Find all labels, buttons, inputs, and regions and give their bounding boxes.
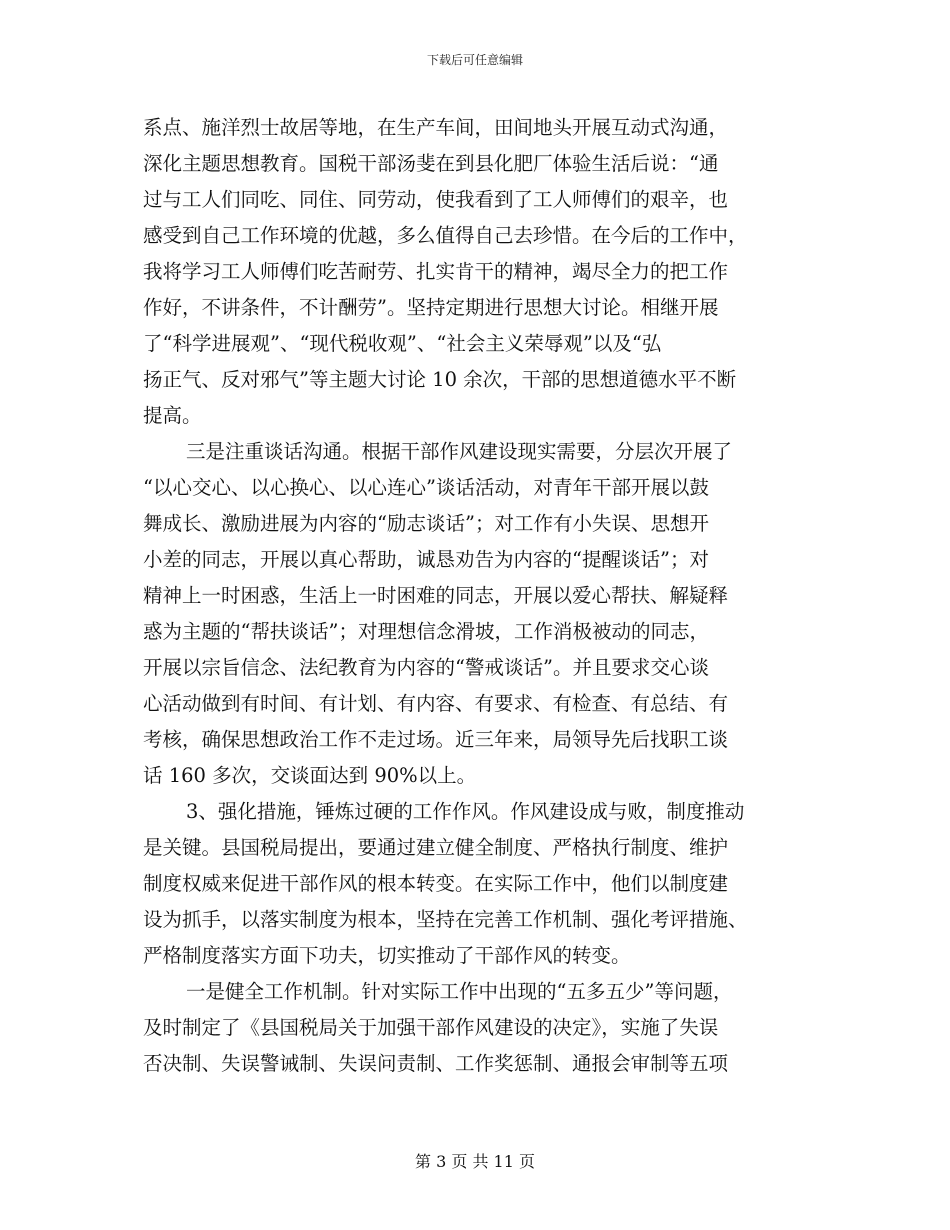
text-line: 心活动做到有时间、有计划、有内容、有要求、有检查、有总结、有 (143, 692, 729, 715)
text-line: 话 160 多次，交谈面达到 90%以上。 (143, 764, 477, 787)
text-line: 设为抓手，以落实制度为根本，坚持在完善工作机制、强化考评措施、 (143, 908, 748, 931)
text-line: 精神上一时困惑，生活上一时困难的同志，开展以爱心帮扶、解疑释 (143, 584, 729, 607)
page-header: 下载后可任意编辑 (426, 53, 523, 67)
text-line: 提高。 (143, 404, 202, 427)
text-line: 深化主题思想教育。国税干部汤斐在到县化肥厂体验生活后说：“通 (143, 152, 719, 175)
text-line: 三是注重谈话沟通。根据干部作风建设现实需要，分层次开展了 (186, 440, 733, 463)
document-body (143, 110, 808, 1082)
text-line: 考核，确保思想政治工作不走过场。近三年来，局领导先后找职工谈 (143, 728, 729, 751)
text-line: 及时制定了《县国税局关于加强干部作风建设的决定》，实施了失误 (143, 1016, 719, 1039)
text-line: 舞成长、激励进展为内容的“励志谈话”；对工作有小失误、思想开 (143, 512, 709, 535)
text-line: 惑为主题的“帮扶谈话”；对理想信念滑坡，工作消极被动的同志， (143, 620, 709, 643)
text-line: 了“科学进展观”、“现代税收观”、“社会主义荣辱观”以及“弘 (143, 332, 662, 355)
text-line: “以心交心、以心换心、以心连心”谈话活动，对青年干部开展以鼓 (143, 476, 709, 499)
text-line: 作好，不讲条件，不计酬劳”。坚持定期进行思想大讨论。相继开展 (143, 296, 719, 319)
text-line: 我将学习工人师傅们吃苦耐劳、扎实肯干的精神，竭尽全力的把工作 (143, 260, 729, 283)
text-line: 是关键。县国税局提出，要通过建立健全制度、严格执行制度、维护 (143, 836, 729, 859)
text-line: 感受到自己工作环境的优越，多么值得自己去珍惜。在今后的工作中， (143, 224, 748, 247)
text-line: 制度权威来促进干部作风的根本转变。在实际工作中，他们以制度建 (143, 872, 729, 895)
text-line: 严格制度落实方面下功夫，切实推动了干部作风的转变。 (143, 944, 631, 967)
text-line: 小差的同志，开展以真心帮助，诚恳劝告为内容的“提醒谈话”；对 (143, 548, 709, 571)
text-line: 过与工人们同吃、同住、同劳动，使我看到了工人师傅们的艰辛，也 (143, 188, 729, 211)
text-line: 开展以宗旨信念、法纪教育为内容的“警戒谈话”。并且要求交心谈 (143, 656, 709, 679)
page-footer: 第 3 页 共 11 页 (415, 1152, 535, 1171)
text-line: 否决制、失误警诫制、失误问责制、工作奖惩制、通报会审制等五项 (143, 1052, 729, 1075)
text-line: 3、强化措施，锤炼过硬的工作作风。作风建设成与败，制度推动 (186, 800, 745, 823)
text-line: 扬正气、反对邪气”等主题大讨论 10 余次，干部的思想道德水平不断 (143, 368, 737, 391)
text-line: 一是健全工作机制。针对实际工作中出现的“五多五少”等问题， (186, 980, 733, 1003)
text-line: 系点、施洋烈士故居等地，在生产车间，田间地头开展互动式沟通， (143, 116, 729, 139)
